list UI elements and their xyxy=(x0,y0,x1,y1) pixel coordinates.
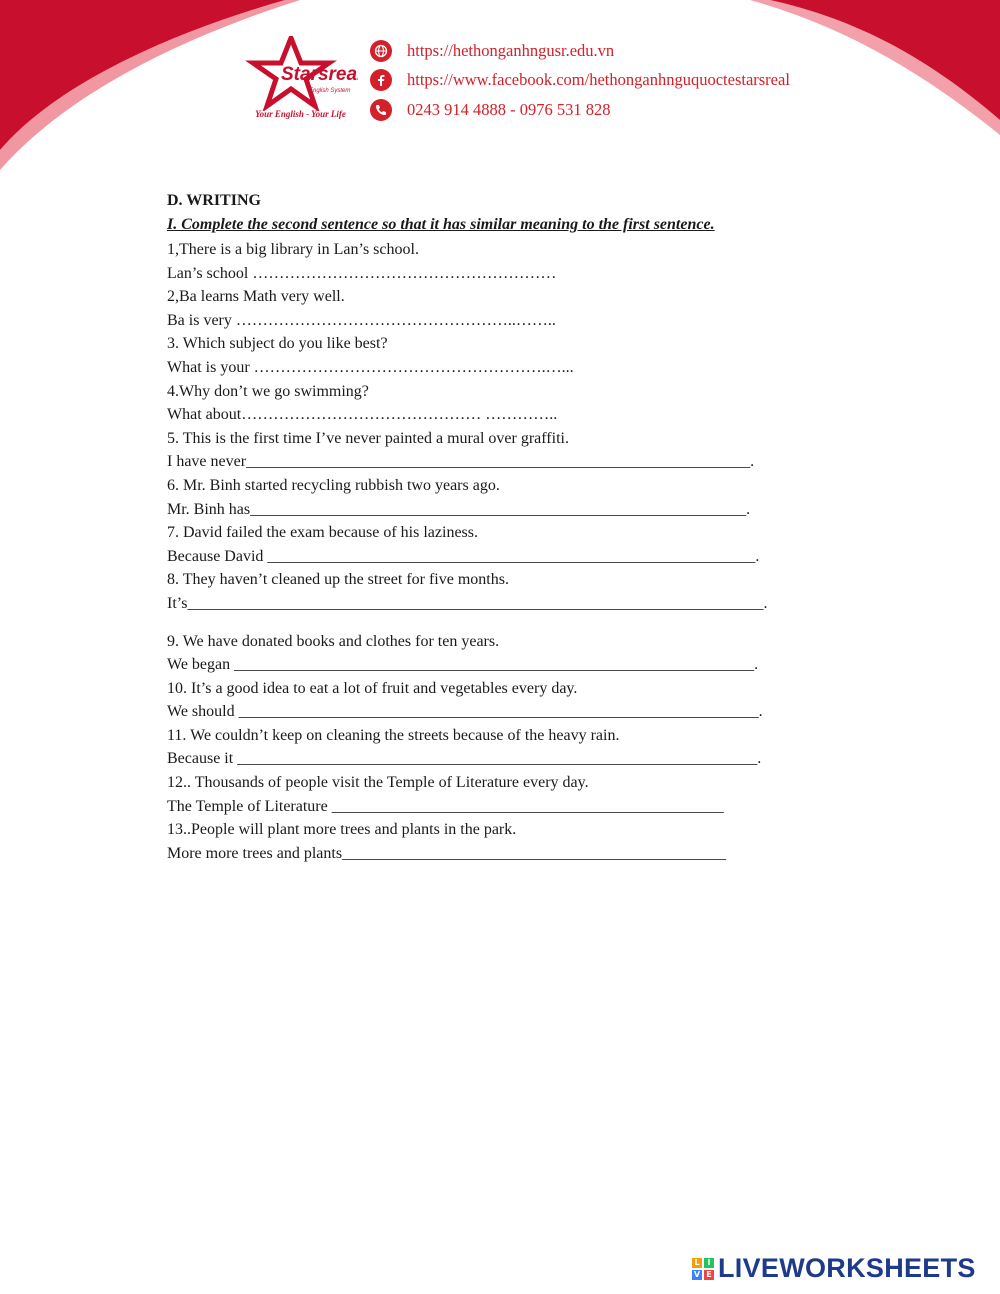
badge-letter-e: E xyxy=(704,1270,714,1280)
contact-website[interactable] xyxy=(370,36,790,66)
question-2: 2,Ba learns Math very well. xyxy=(167,288,345,306)
contact-phone[interactable] xyxy=(370,95,790,125)
starsreal-logo xyxy=(243,36,358,126)
answer-line-1[interactable]: Lan’s school ………………………………………………… xyxy=(167,264,557,282)
answer-line-3[interactable]: What is your ……………………………………………….…... xyxy=(167,358,574,376)
globe-icon xyxy=(370,40,392,62)
badge-letter-i: I xyxy=(704,1258,714,1268)
question-7: 7. David failed the exam because of his laziness. xyxy=(167,524,478,542)
question-3: 3. Which subject do you like best? xyxy=(167,335,388,353)
facebook-icon xyxy=(370,69,392,91)
phone-numbers: 0243 914 4888 - 0976 531 828 xyxy=(407,99,611,119)
contact-facebook[interactable] xyxy=(370,66,790,96)
question-10: 10. It’s a good idea to eat a lot of fruit and vegetables every day. xyxy=(167,679,578,697)
liveworksheets-brand: LIVEWORKSHEETS xyxy=(718,1253,976,1283)
question-1: 1,There is a big library in Lan’s school. xyxy=(167,241,419,258)
logo-text: Starsreal xyxy=(281,64,358,85)
star-logo-icon xyxy=(243,36,358,111)
answer-line-6[interactable]: Mr. Binh has______________________________________________________________. xyxy=(167,500,751,518)
worksheet-content xyxy=(167,190,812,865)
phone-icon xyxy=(370,99,392,121)
answer-line-10[interactable]: We should _________________________________________________________________. xyxy=(167,703,763,721)
liveworksheets-logo[interactable] xyxy=(692,1253,976,1284)
logo-tagline: Your English - Your Life xyxy=(255,109,346,119)
answer-line-4[interactable]: What about……………………………………… ………….. xyxy=(167,406,558,424)
question-9: 9. We have donated books and clothes for ten years. xyxy=(167,632,500,650)
answer-line-5[interactable]: I have never_______________________________________________________________. xyxy=(167,453,755,471)
question-4: 4.Why don’t we go swimming? xyxy=(167,382,369,400)
answer-line-9[interactable]: We began _________________________________________________________________. xyxy=(167,656,759,674)
question-13: 13..People will plant more trees and plants in the park. xyxy=(167,821,517,839)
section-title: D. WRITING xyxy=(167,192,261,209)
question-12: 12.. Thousands of people visit the Temple of Literature every day. xyxy=(167,774,589,792)
contact-list xyxy=(370,36,790,125)
spacer xyxy=(167,616,812,630)
instruction: I. Complete the second sentence so that it has similar meaning to the first sentence. xyxy=(167,216,715,233)
answer-line-13[interactable]: More more trees and plants________________________________________________ xyxy=(167,844,727,862)
question-5: 5. This is the first time I’ve never painted a mural over graffiti. xyxy=(167,429,569,447)
question-8: 8. They haven’t cleaned up the street for five months. xyxy=(167,571,509,589)
answer-line-2[interactable]: Ba is very ……………………………………………..…….. xyxy=(167,311,556,329)
answer-line-11[interactable]: Because it _________________________________________________________________. xyxy=(167,750,762,768)
answer-line-7[interactable]: Because David _____________________________________________________________. xyxy=(167,547,760,565)
liveworksheets-badge-icon xyxy=(692,1258,714,1280)
badge-letter-v: V xyxy=(693,1269,701,1279)
answer-line-12[interactable]: The Temple of Literature _________________________________________________ xyxy=(167,797,724,815)
facebook-link[interactable]: https://www.facebook.com/hethonganhnguquoctestarsreal xyxy=(407,70,790,90)
logo-subtext: English System xyxy=(309,88,351,94)
badge-letter-l: L xyxy=(692,1258,702,1268)
answer-line-8[interactable]: It’s________________________________________________________________________. xyxy=(167,594,768,612)
website-link[interactable]: https://hethonganhngusr.edu.vn xyxy=(407,40,615,60)
question-6: 6. Mr. Binh started recycling rubbish two years ago. xyxy=(167,476,500,494)
question-11: 11. We couldn’t keep on cleaning the streets because of the heavy rain. xyxy=(167,726,620,744)
